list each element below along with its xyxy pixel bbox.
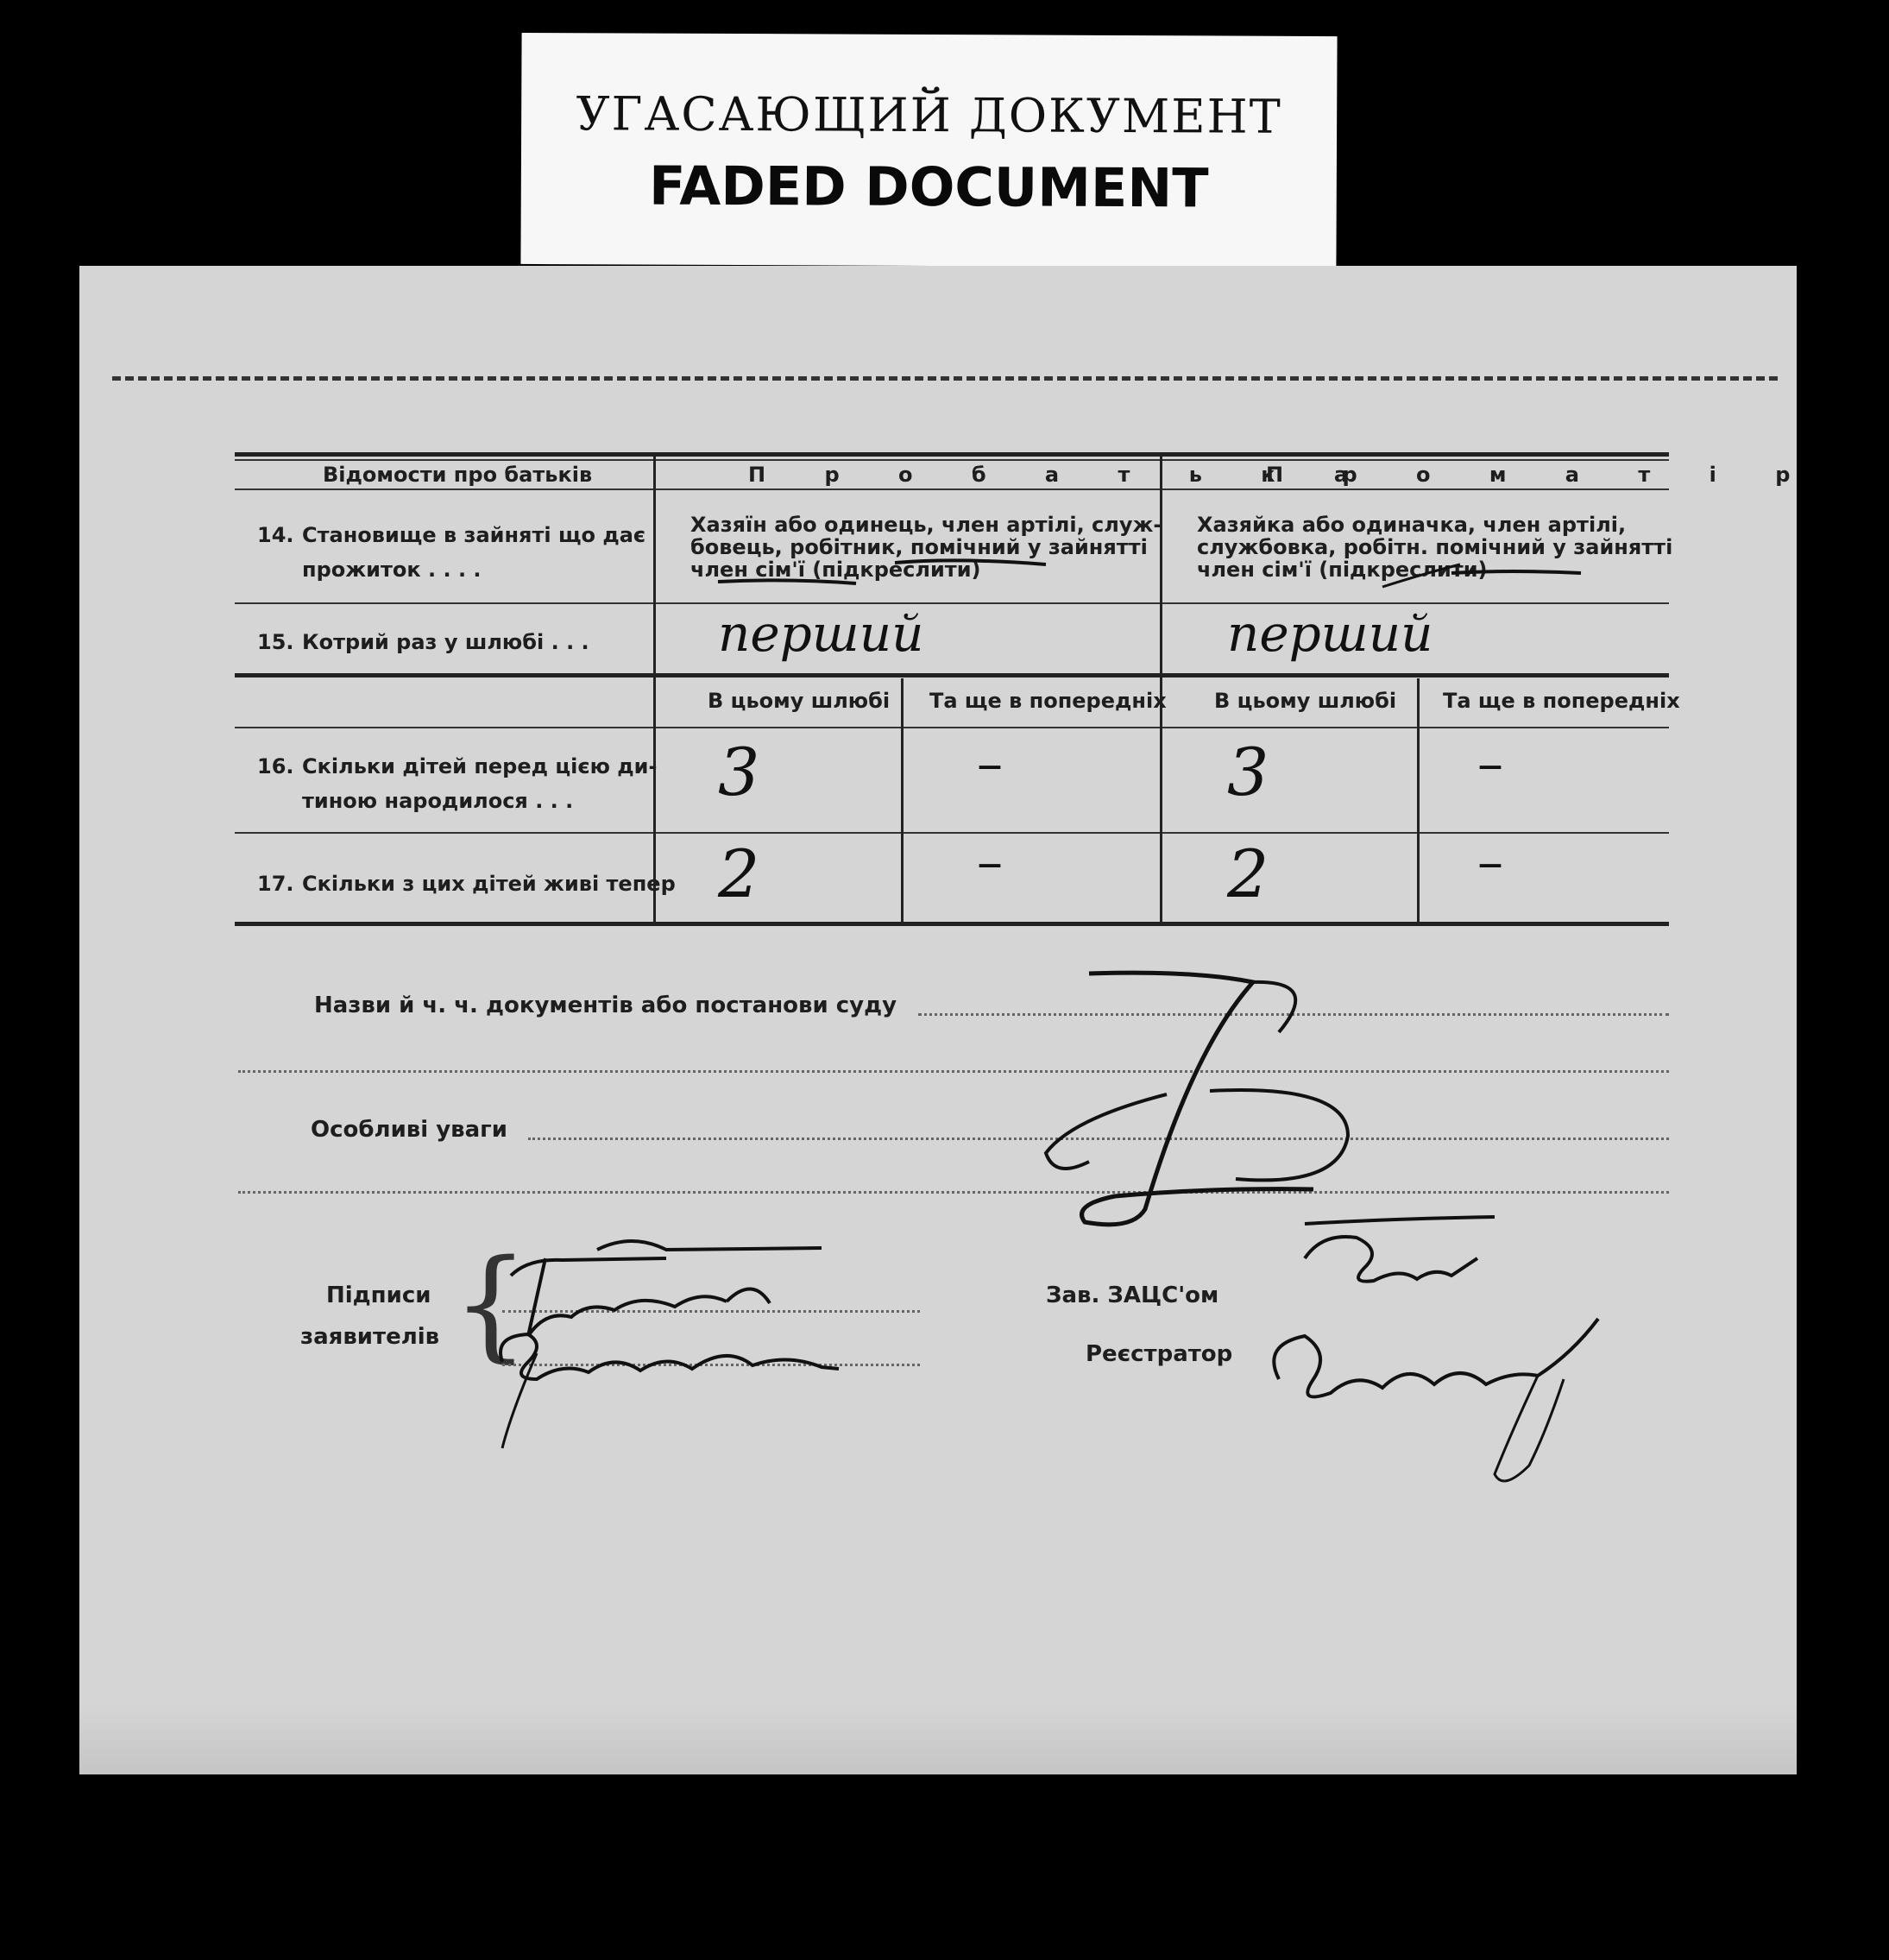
row14-mother-line1: Хазяйка або одиначка, член артілі, bbox=[1197, 513, 1627, 537]
row14-mother-underline-marks bbox=[1184, 547, 1615, 599]
row14-mother-line3: член сім'ї (підкреслити) bbox=[1197, 558, 1488, 582]
column-divider-label bbox=[653, 452, 656, 925]
applicant-signatures bbox=[476, 1224, 960, 1457]
document-sheet bbox=[79, 266, 1817, 1774]
subheader-mother-previous: Та ще в попередніх bbox=[1443, 689, 1680, 713]
table-top-border bbox=[235, 452, 1669, 457]
row16-mother-prev: – bbox=[1477, 734, 1503, 794]
row14-bottom-border bbox=[235, 602, 1669, 604]
notes-label: Особливі уваги bbox=[311, 1117, 507, 1143]
header-section-label: Відомости про батьків bbox=[323, 463, 593, 487]
subheader-father-previous: Та ще в попередніх bbox=[929, 689, 1167, 713]
row17-father-prev: – bbox=[977, 832, 1003, 892]
row14-underline-marks bbox=[683, 552, 1201, 587]
signatures-brace: { bbox=[452, 1234, 530, 1375]
table-top-double-border bbox=[235, 459, 1669, 461]
row16-number: 16. bbox=[257, 754, 294, 778]
row17-number: 17. bbox=[257, 872, 294, 896]
signatures-label-line1: Підписи bbox=[326, 1283, 431, 1308]
row15-bottom-border bbox=[235, 673, 1669, 677]
stamp-line-english: FADED DOCUMENT bbox=[648, 154, 1209, 220]
row16-bottom-border bbox=[235, 832, 1669, 834]
signatures-label-line2: заявителів bbox=[300, 1324, 440, 1350]
row17-label: Скільки з цих дітей живі тепер bbox=[302, 872, 676, 896]
column-divider-father-sub bbox=[901, 678, 904, 925]
parents-info-table bbox=[235, 452, 1817, 927]
row14-father-line3: член сім'ї (підкреслити) bbox=[690, 558, 981, 582]
row14-label-line1: Становище в зайняті що дає bbox=[302, 523, 646, 547]
row16-mother-this: 3 bbox=[1227, 734, 1269, 810]
notes-line-2 bbox=[238, 1191, 1669, 1194]
row17-mother-prev: – bbox=[1477, 832, 1503, 892]
documents-label: Назви й ч. ч. документів або постанови суду bbox=[314, 993, 897, 1018]
row16-father-prev: – bbox=[977, 734, 1003, 794]
row15-label: Котрий раз у шлюбі . . . bbox=[302, 630, 589, 654]
row15-mother-value: перший bbox=[1227, 604, 1433, 663]
row14-label-line2: прожиток . . . . bbox=[302, 558, 482, 582]
registrar-signatures bbox=[1253, 1207, 1702, 1491]
row15-number: 15. bbox=[257, 630, 294, 654]
row14-father-line1: Хазяїн або одинець, член артілі, служ- bbox=[690, 513, 1162, 537]
row14-mother-line2: службовка, робітн. помічний у зайнятті bbox=[1197, 535, 1673, 559]
header-bottom-border bbox=[235, 488, 1669, 490]
row17-father-this: 2 bbox=[718, 835, 760, 912]
subheader-bottom-border bbox=[235, 727, 1669, 728]
table-bottom-border bbox=[235, 922, 1669, 926]
header-mother: П р о м а т і р bbox=[1266, 463, 1817, 487]
stamp-line-russian: УГАСАЮЩИЙ ДОКУМЕНТ bbox=[576, 86, 1282, 144]
head-label: Зав. ЗАЦС'ом bbox=[1046, 1283, 1219, 1308]
row16-label-line1: Скільки дітей перед цією ди- bbox=[302, 754, 658, 778]
row14-number: 14. bbox=[257, 523, 294, 547]
row14-father-line2: бовець, робітник, помічний у зайнятті bbox=[690, 535, 1148, 559]
subheader-mother-this: В цьому шлюбі bbox=[1214, 689, 1397, 713]
row17-mother-this: 2 bbox=[1227, 835, 1269, 912]
subheader-father-this: В цьому шлюбі bbox=[708, 689, 891, 713]
faded-document-stamp bbox=[520, 33, 1337, 268]
sheet-shading bbox=[79, 1705, 1797, 1774]
row16-father-this: 3 bbox=[718, 734, 760, 810]
header-father: П р о б а т ь к а bbox=[748, 463, 1375, 487]
column-divider-mother-sub bbox=[1417, 678, 1420, 925]
row16-label-line2: тиною народилося . . . bbox=[302, 789, 574, 813]
documents-line-2 bbox=[238, 1070, 1669, 1073]
row15-father-value: перший bbox=[718, 604, 924, 663]
perforation-line bbox=[112, 376, 1778, 381]
registrar-label: Реєстратор bbox=[1086, 1341, 1233, 1367]
